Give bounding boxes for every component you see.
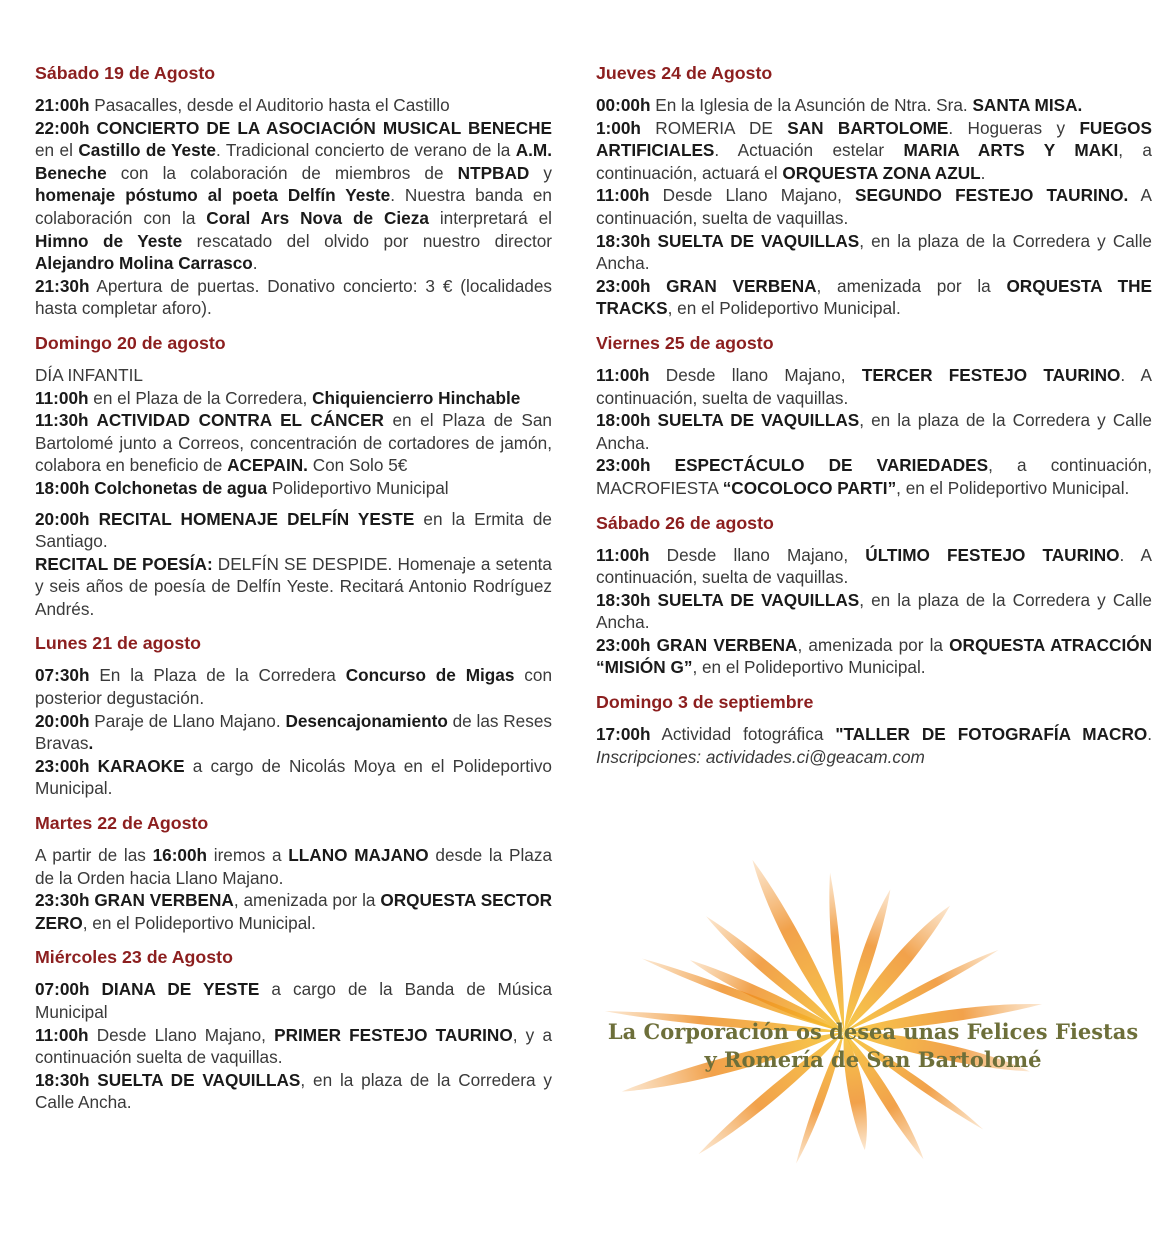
day-section [35, 946, 552, 1114]
event-text: . Hogueras y [948, 117, 1080, 138]
event-entry [35, 275, 552, 320]
event-text: en el Plaza de la Corredera, [88, 387, 313, 408]
event-text: Pasacalles, desde el Auditorio hasta el Castillo [89, 95, 450, 115]
event-text: , amenizada por la [797, 634, 950, 655]
event-entry [35, 889, 552, 934]
event-text: a cargo de la Banda de Música Municipal [35, 979, 552, 1022]
event-highlight: 11:30h ACTIVIDAD CONTRA EL CÁNCER [35, 410, 384, 431]
day-heading: Sábado 19 de Agosto [35, 63, 216, 83]
day-heading: Miércoles 23 de Agosto [35, 947, 233, 968]
event-entry [596, 117, 1152, 185]
event-highlight: 00:00h [596, 95, 651, 115]
event-highlight: TERCER FESTEJO TAURINO [861, 364, 1121, 385]
event-text: Paraje de Llano Majano. [89, 710, 286, 731]
event-highlight: 11:00h [35, 1024, 89, 1045]
event-text: . Nuestra banda en colaboración con la [35, 185, 552, 228]
event-text: . [252, 253, 258, 274]
event-text: Desde Llano Majano, [88, 1024, 275, 1045]
day-heading: Jueves 24 de Agosto [596, 63, 773, 83]
event-highlight: SAN BARTOLOME [787, 117, 949, 138]
event-highlight: Alejandro Molina Carrasco [35, 253, 253, 274]
event-highlight: Chiquiencierro Hinchable [312, 387, 521, 408]
event-text: . Tradicional concierto de verano de la [215, 140, 516, 161]
event-text: rescatado del olvido por nuestro director [182, 230, 552, 251]
event-entry [35, 508, 552, 553]
event-highlight: SANTA MISA. [972, 95, 1083, 115]
day-section [35, 62, 552, 320]
event-highlight: Desencajonamiento [285, 710, 448, 731]
event-highlight: 17:00h [596, 724, 651, 745]
event-highlight: Concurso de Migas [345, 665, 515, 686]
event-text: Desde Llano Majano, [649, 185, 856, 206]
event-highlight: "TALLER DE FOTOGRAFÍA MACRO [835, 724, 1148, 745]
event-text: en el Plaza de San Bartolomé junto a Correos, concentración de cortadores de jamón, colabora en beneficio de [35, 410, 552, 476]
event-entry [35, 117, 552, 275]
event-text: y [529, 162, 552, 183]
event-highlight: homenaje póstumo al poeta Delfín Yeste [35, 185, 391, 206]
event-highlight: ORQUESTA ATRACCIÓN “MISIÓN G” [596, 634, 1153, 678]
event-entry [596, 184, 1152, 229]
event-text: En la Iglesia de la Asunción de Ntra. Sra. [650, 95, 973, 115]
event-text: Apertura de puertas. Donativo concierto: 3 € (localidades hasta completar aforo). [35, 275, 552, 319]
day-section [35, 632, 552, 800]
event-highlight: 23:00h GRAN VERBENA [596, 634, 798, 655]
event-entry [596, 230, 1152, 275]
event-text: en la Ermita de Santiago. [35, 508, 552, 552]
event-highlight: 18:00h Colchonetas de agua [35, 477, 268, 498]
event-entry [35, 409, 552, 477]
event-highlight: NTPBAD [457, 162, 530, 183]
event-highlight: 23:00h KARAOKE [35, 755, 185, 776]
event-text: iremos a [207, 845, 289, 866]
event-entry [596, 409, 1152, 454]
event-highlight: ORQUESTA ZONA AZUL [782, 162, 981, 183]
event-highlight: 18:00h SUELTA DE VAQUILLAS [596, 410, 860, 431]
event-text: . Actuación estelar [714, 140, 904, 161]
event-highlight: . [88, 733, 94, 754]
event-highlight: ÚLTIMO FESTEJO TAURINO [865, 544, 1120, 565]
event-highlight: 20:00h RECITAL HOMENAJE DELFÍN YESTE [35, 508, 415, 529]
event-text: Desde llano Majano, [649, 364, 862, 385]
event-entry [596, 454, 1152, 499]
event-highlight: Coral Ars Nova de Cieza [206, 207, 429, 228]
event-highlight: ACEPAIN. [227, 455, 308, 476]
event-highlight: 21:00h [35, 95, 90, 115]
event-text: , en la plaza de la Corredera y Calle Ancha. [35, 1069, 552, 1113]
event-entry [35, 477, 552, 500]
event-text: desde la Plaza de la Orden hacia Llano Majano. [35, 845, 552, 888]
event-entry [596, 723, 1152, 768]
event-highlight: 07:00h DIANA DE YESTE [35, 979, 260, 1000]
event-highlight: SEGUNDO FESTEJO TAURINO. [855, 185, 1129, 206]
event-highlight: 11:00h [596, 544, 650, 565]
event-text: en el [35, 140, 79, 161]
event-highlight: Castillo de Yeste [78, 140, 216, 161]
day-section [596, 691, 1152, 768]
event-text: , en la plaza de la Corredera y Calle Ancha. [596, 230, 1152, 274]
event-text: Polideportivo Municipal [267, 477, 449, 498]
event-highlight: 20:00h [35, 710, 90, 731]
event-entry [35, 1024, 552, 1069]
event-highlight: A.M. Beneche [35, 140, 553, 183]
event-highlight: Himno de Yeste [35, 230, 183, 251]
event-text: , en el Polideportivo Municipal. [82, 912, 316, 933]
event-highlight: 23:30h GRAN VERBENA [35, 890, 234, 911]
event-highlight: 11:00h [35, 387, 89, 408]
event-entry [35, 1069, 552, 1114]
event-highlight: 11:00h [596, 364, 650, 385]
day-heading: Martes 22 de Agosto [35, 813, 209, 834]
event-text: , amenizada por la [233, 890, 381, 911]
event-text: de las Reses Bravas [35, 710, 552, 754]
event-text: ROMERIA DE [640, 117, 788, 138]
day-heading: Lunes 21 de agosto [35, 633, 201, 654]
event-entry [596, 589, 1152, 634]
event-highlight: 21:30h [35, 275, 90, 296]
event-text: . A continuación, suelta de vaquillas. [596, 364, 1152, 408]
day-heading: Sábado 26 de agosto [596, 512, 774, 533]
event-entry [35, 844, 552, 889]
event-highlight: 07:30h [35, 665, 90, 686]
event-text: , en la plaza de la Corredera y Calle Ancha. [596, 589, 1152, 633]
event-highlight: ORQUESTA THE TRACKS [596, 275, 1153, 319]
event-entry [35, 553, 552, 621]
day-heading: Viernes 25 de agosto [596, 332, 774, 353]
event-text: a cargo de Nicolás Moya en el Polideportivo Municipal. [35, 755, 552, 799]
day-section [596, 62, 1152, 320]
event-entry [35, 94, 552, 117]
event-highlight: MARIA ARTS Y MAKI [903, 140, 1119, 161]
event-text: DELFÍN SE DESPIDE. Homenaje a setenta y seis años de poesía de Delfín Yeste. Recitará Antonio Rodríguez Andrés. [35, 553, 552, 619]
event-entry [596, 634, 1152, 679]
greeting-line-2: y Romería de San Bartolomé [704, 1047, 1042, 1072]
event-entry [35, 710, 552, 755]
event-highlight: 1:00h [596, 117, 641, 138]
event-text: . [1147, 724, 1153, 745]
event-text: con la colaboración de miembros de [106, 162, 458, 183]
event-entry [35, 978, 552, 1023]
event-highlight: PRIMER FESTEJO TAURINO [274, 1024, 513, 1045]
event-text: interpretará el [428, 207, 553, 228]
event-text: , en el Polideportivo Municipal. [692, 657, 926, 678]
day-section [35, 812, 552, 934]
event-text: , en el Polideportivo Municipal. [896, 477, 1130, 498]
day-section [596, 332, 1152, 500]
day-section [596, 512, 1152, 680]
event-highlight: 23:00h ESPECTÁCULO DE VARIEDADES [596, 455, 989, 476]
event-entry [596, 544, 1152, 589]
event-text: . [980, 162, 986, 183]
event-highlight: 18:30h SUELTA DE VAQUILLAS [596, 589, 860, 610]
event-text: A continuación, suelta de vaquillas. [596, 185, 1153, 228]
event-text: , en el Polideportivo Municipal. [667, 298, 901, 319]
greeting-line-1: La Corporación os desea unas Felices Fiestas [607, 1019, 1139, 1044]
day-heading: Domingo 3 de septiembre [596, 692, 814, 713]
event-text: Con Solo 5€ [307, 455, 408, 476]
day-section [35, 332, 552, 621]
event-text: Actividad fotográfica [650, 724, 836, 745]
event-text: Desde llano Majano, [649, 544, 866, 565]
event-highlight: ORQUESTA SECTOR ZERO [35, 890, 552, 933]
event-entry [35, 387, 552, 410]
event-highlight: 22:00h CONCIERTO DE LA ASOCIACIÓN MUSICAL BENECHE [35, 117, 552, 138]
event-highlight: 16:00h [152, 845, 208, 866]
left-column [35, 62, 552, 1126]
event-entry [35, 664, 552, 709]
event-entry [596, 94, 1152, 117]
event-text: A partir de las [35, 845, 153, 866]
event-highlight: FUEGOS ARTIFICIALES [596, 117, 1153, 161]
event-highlight: 11:00h [596, 185, 650, 206]
event-highlight: “COCOLOCO PARTI” [722, 477, 897, 498]
event-text: , amenizada por la [816, 275, 1007, 296]
event-text: . A continuación, suelta de vaquillas. [596, 544, 1152, 588]
event-text: DÍA INFANTIL [35, 364, 143, 385]
event-note: Inscripciones: actividades.ci@geacam.com [596, 746, 925, 767]
event-entry [596, 364, 1152, 409]
event-text: , en la plaza de la Corredera y Calle Ancha. [596, 410, 1152, 453]
event-text: , a continuación, actuará el [596, 140, 1152, 183]
day-heading: Domingo 20 de agosto [35, 332, 226, 353]
event-entry [35, 755, 552, 800]
event-highlight: LLANO MAJANO [288, 845, 429, 866]
event-text: En la Plaza de la Corredera [89, 665, 346, 686]
right-column [596, 62, 1152, 780]
greeting-message [600, 1018, 1146, 1074]
event-text: con posterior degustación. [35, 665, 553, 709]
event-entry [35, 364, 552, 387]
event-highlight: RECITAL DE POESÍA: [35, 553, 213, 574]
event-highlight: 23:00h GRAN VERBENA [596, 275, 817, 296]
event-highlight: 18:30h SUELTA DE VAQUILLAS [596, 230, 860, 251]
event-text: , y a continuación suelta de vaquillas. [35, 1024, 553, 1068]
event-highlight: 18:30h SUELTA DE VAQUILLAS [35, 1069, 301, 1090]
event-entry [596, 275, 1152, 320]
event-text: , a continuación, MACROFIESTA [596, 455, 1152, 498]
